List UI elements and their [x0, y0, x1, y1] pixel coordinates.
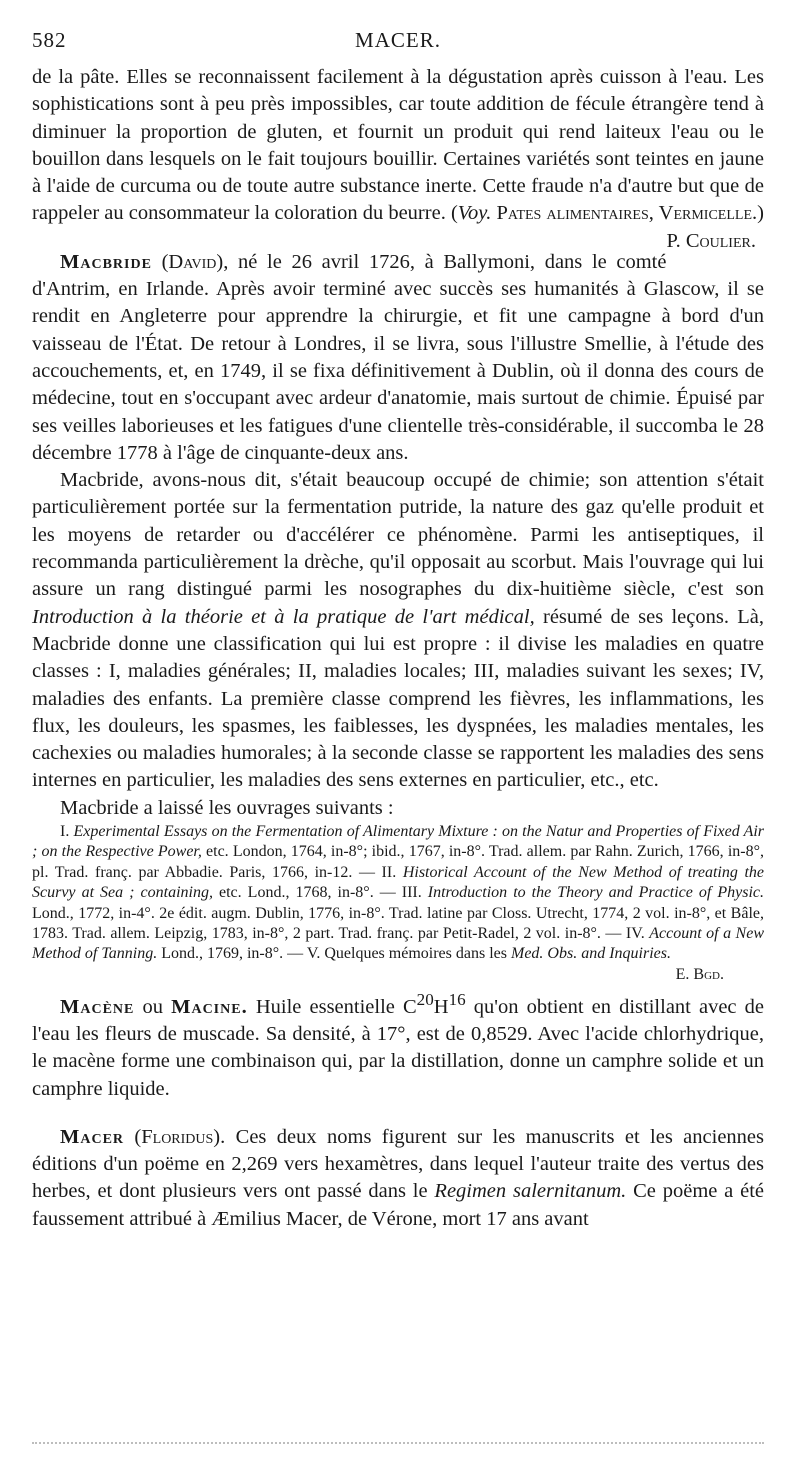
conjunction: ou	[134, 995, 172, 1018]
macbride-text-continued: résumé de ses leçons. Là, Macbride donne une classification qui lui est propre : il divise les maladies en quatre classes : I, maladies générales; II, maladies locales; III, maladies suivant les sexes; IV, maladies des enfants. La première classe comprend les fièvres, les inflammations, les flux, les douleurs, les spasmes, les faiblesses, les dyspnées, les maladies mentales, les cachexies ou maladies humorales; à la seconde classe se rapportent les maladies des sens internes en particulier, les maladies des sens externes en particulier, etc., etc.	[32, 605, 765, 792]
page-number: 582	[32, 28, 67, 52]
macbride-paragraph-1	[32, 249, 764, 467]
formula-superscript: 20	[416, 989, 434, 1009]
entry-name-floridus: (Floridus).	[124, 1125, 226, 1148]
biblio-title: Introduction to the Theory and Practice of Physic.	[427, 884, 764, 902]
entry-headword-macer: Macer	[60, 1125, 125, 1148]
biblio-text: etc. Lond., 1768, in-8°. — III.	[212, 884, 428, 902]
entry-headword-macbride: Macbride	[60, 250, 152, 273]
macbride-text: Macbride, avons-nous dit, s'était beaucoup occupé de chimie; son attention s'était particulièrement portée sur la fermentation putride, la nature des gaz qu'elle produit et les moyens de retarder ou d'accélérer ce phénomène. Parmi les antiseptiques, il recommanda particulièrement la drèche, qu'il opposait au scorbut. Mais l'ouvrage qui lui assure un rang distingué parmi les nosographes du dix-huitième siècle, c'est son	[32, 469, 764, 601]
macene-entry	[32, 986, 764, 1103]
biblio-title: Historical Account of the New Method of treating the Scurvy at Sea ; containing,	[32, 863, 764, 902]
previous-entry-ending	[32, 64, 764, 252]
cross-reference: Pates alimentaires, Vermicelle.)	[491, 202, 764, 225]
macbride-paragraph-2	[32, 467, 764, 795]
macbride-paragraph-3: Macbride a laissé les ouvrages suivants :	[60, 796, 394, 819]
bibliography	[32, 822, 765, 983]
biblio-text: etc. London, 1764, in-8°; ibid., 1767, in-8°. Trad. allem. par Rahn. Zurich, 1766, in-8°, pl. Trad. franç. par Abbadie. Paris, 1766, in-12. — II.	[32, 843, 764, 881]
bibliography-signature: E. Bgd.	[675, 965, 724, 983]
macer-text: Ce poëme a été faussement attribué à Æmilius Macer, de Vérone, mort 17 ans avant	[32, 1180, 764, 1230]
text-column	[32, 64, 764, 1233]
macene-text: Huile essentielle C	[247, 995, 417, 1018]
entry-headword-macene: Macène	[60, 995, 135, 1018]
work-title: Introduction à la théorie et à la pratique de l'art médical,	[32, 605, 535, 628]
biblio-title: Experimental Essays on the Fermentation of Alimentary Mixture : on the Natur and Properties of Fixed Air ; on the Respective Power,	[32, 823, 765, 861]
macene-text: qu'on obtient en distillant avec de l'eau les fleurs de muscade. Sa densité, à 17°, est de 0,8529. Avec l'acide chlorhydrique, le macène forme une combinaison qui, par la distillation, donne un camphre solide et un camphre liquide.	[32, 995, 764, 1100]
running-title: MACER.	[355, 28, 441, 52]
biblio-text: Lond., 1769, in-8°. — V. Quelques mémoires dans les	[157, 945, 511, 963]
biblio-title: Med. Obs. and Inquiries.	[510, 945, 671, 963]
voy-abbrev: Voy.	[457, 202, 492, 225]
formula-superscript: 16	[448, 989, 466, 1009]
page-header	[32, 28, 764, 58]
bottom-dotted-rule	[32, 1442, 764, 1446]
biblio-text: Lond., 1772, in-4°. 2e édit. augm. Dublin, 1776, in-8°. Trad. latine par Closs. Utrecht, 1774, 2 vol. in-8°, et Bâle, 1783. Trad. allem. Leipzig, 1783, in-8°, 2 part. Trad. franç. par Petit-Radel, 2 vol. in-8°. — IV.	[32, 904, 764, 943]
previous-entry-text: de la pâte. Elles se reconnaissent facilement à la dégustation après cuisson à l'eau. Les sophistications sont à peu près impossibles, car toute addition de fécule étrangère tend à diminuer la proportion de gluten, et fournit un produit qui rend laiteux l'eau ou le bouillon dans lesquels on le fait toujours bouillir. Certaines variétés sont teintes en jaune à l'aide de curcuma ou de toute autre substance inerte. Cette fraude n'a d'autre but que de rappeler au consommateur la coloration du beurre. (	[32, 66, 764, 225]
macer-entry	[32, 1124, 764, 1233]
entry-name-david: (David)	[151, 250, 224, 273]
work-title: Regimen salernitanum.	[434, 1180, 627, 1203]
biblio-title: Account of a New Method of Tanning.	[32, 925, 765, 963]
macer-text: Ces deux noms figurent sur les manuscrits et les anciennes éditions d'un poëme en 2,269 vers hexamètres, dans lequel l'auteur traite des vertus des herbes, et dont plusieurs vers ont passé dans le	[32, 1125, 764, 1203]
macene-text: H	[433, 995, 449, 1018]
biblio-text: I.	[60, 823, 74, 841]
macbride-biography: , né le 26 avril 1726, à Ballymoni, dans le comté d'Antrim, en Irlande. Après avoir terminé avec succès ses humanités à Glascow, il se rendit en Angleterre pour apprendre la chirurgie, et fit une campagne à bord d'un vaisseau de l'État. De retour à Londres, il se livra, sous l'illustre Smellie, à l'étude des accouchements, et, en 1749, il se fixa définitivement à Dublin, où il donna des cours de médecine, tout en s'occupant avec ardeur d'anatomie, mais surtout de chimie. Épuisé par ses veilles laborieuses et les fatigues d'une clientelle très-considérable, il succomba le 28 décembre 1778 à l'âge de cinquante-deux ans.	[32, 250, 764, 464]
author-signature: P. Coulier.	[666, 229, 756, 252]
entry-headword-macine: Macine.	[171, 995, 248, 1018]
